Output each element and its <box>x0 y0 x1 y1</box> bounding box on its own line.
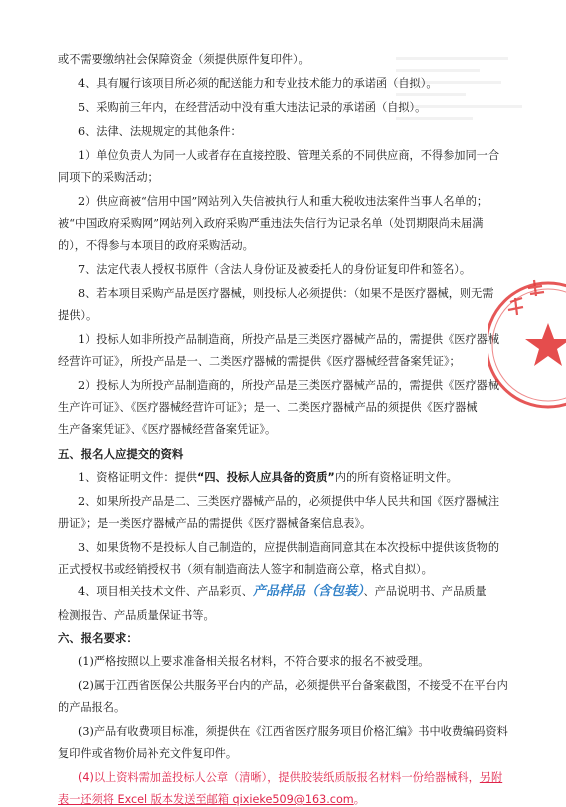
text-line: 册证》；是一类医疗器械产品的需提供《医疗器械备案信息表》。 <box>58 517 372 530</box>
text-line: 4、具有履行该项目所必须的配送能力和专业技术能力的承诺函（自拟）。 <box>78 77 438 90</box>
text-line: 同项下的采购活动； <box>58 171 159 184</box>
text-line: 生产许可证》、《医疗器械经营许可证》；是一、二类医疗器械产品的须提供《医疗器械 <box>58 401 478 414</box>
text-line: 经营许可证》，所投产品是一、二类医疗器械的需提供《医疗器械经营备案凭证》； <box>58 355 461 368</box>
text-line: 生产备案凭证》、《医疗器械经营备案凭证》。 <box>58 423 277 436</box>
text-line: 2、如果所投产品是二、三类医疗器械产品的，必须提供中华人民共和国《医疗器械注 <box>78 495 500 508</box>
text-line: 2）投标人为所投产品制造商的，所投产品是三类医疗器械产品的，需提供《医疗器械 <box>78 379 500 392</box>
text-line: 8、若本项目采购产品是医疗器械，则投标人必须提供：（如果不是医疗器械，则无需 <box>78 287 494 300</box>
red-notice-line: 表一还须将 Excel 版本发送至邮箱 qixieke509@163.com。 <box>58 793 365 806</box>
text-line: (2)属于江西省医保公共服务平台内的产品，必须提供平台备案截图，不接受不在平台内 <box>78 679 508 692</box>
text-line: 的），不得参与本项目的政府采购活动。 <box>58 239 254 252</box>
text-line: 的产品报名。 <box>58 701 126 714</box>
text-line: 1、资格证明文件：提供“四、投标人应具备的资质”内的所有资格证明文件。 <box>78 471 458 484</box>
text-line: 7、法定代表人授权书原件（含法人身份证及被委托人的身份证复印件和签名）。 <box>78 263 472 276</box>
text-line: 3、如果货物不是投标人自己制造的，应提供制造商同意其在本次投标中提供该货物的 <box>78 541 500 554</box>
official-seal-icon <box>488 260 566 430</box>
quoted-reference: “四、投标人应具备的资质” <box>197 471 335 484</box>
text-line: 4、项目相关技术文件、产品彩页、产品样品（含包装）、产品说明书、产品质量 <box>78 584 487 599</box>
text-line: 2）供应商被“信用中国”网站列入失信被执行人和重大税收违法案件当事人名单的； <box>78 195 489 208</box>
text-line: 正式授权书或经销授权书（须有制造商法人签字和制造商公章，格式自拟）。 <box>58 563 433 576</box>
section-heading-6: 六、报名要求： <box>58 631 138 645</box>
text-line: 被“中国政府采购网”网站列入政府采购严重违法失信行为记录名单（处罚期限尚未届满 <box>58 217 484 230</box>
text-line: (3)产品有收费项目标准，须提供在《江西省医疗服务项目价格汇编》书中收费编码资料 <box>78 725 508 738</box>
section-heading-5: 五、报名人应提交的资料 <box>58 447 184 461</box>
red-notice-line: (4)以上资料需加盖投标人公章（清晰），提供胶装纸质版报名材料一份给器械科，另附 <box>78 771 503 784</box>
text-line: 1）单位负责人为同一人或者存在直接控股、管理关系的不同供应商，不得参加同一合 <box>78 149 500 162</box>
text-line: 或不需要缴纳社会保障资金（须提供原件复印件）。 <box>58 53 310 66</box>
text-line: 5、采购前三年内，在经营活动中没有重大违法记录的承诺函（自拟）。 <box>78 101 427 114</box>
text-line: 1）投标人如非所投产品制造商，所投产品是三类医疗器械产品的，需提供《医疗器械 <box>78 333 500 346</box>
text-line: 提供）。 <box>58 309 98 322</box>
text-line: (1)严格按照以上要求准备相关报名材料，不符合要求的报名不被受理。 <box>78 655 430 668</box>
product-sample-highlight: 产品样品（含包装） <box>252 584 364 599</box>
text-line: 检测报告、产品质量保证书等。 <box>58 609 215 622</box>
text-line: 6、法律、法规规定的其他条件： <box>78 125 242 138</box>
text-line: 复印件或省物价局补充文件复印件。 <box>58 747 238 760</box>
